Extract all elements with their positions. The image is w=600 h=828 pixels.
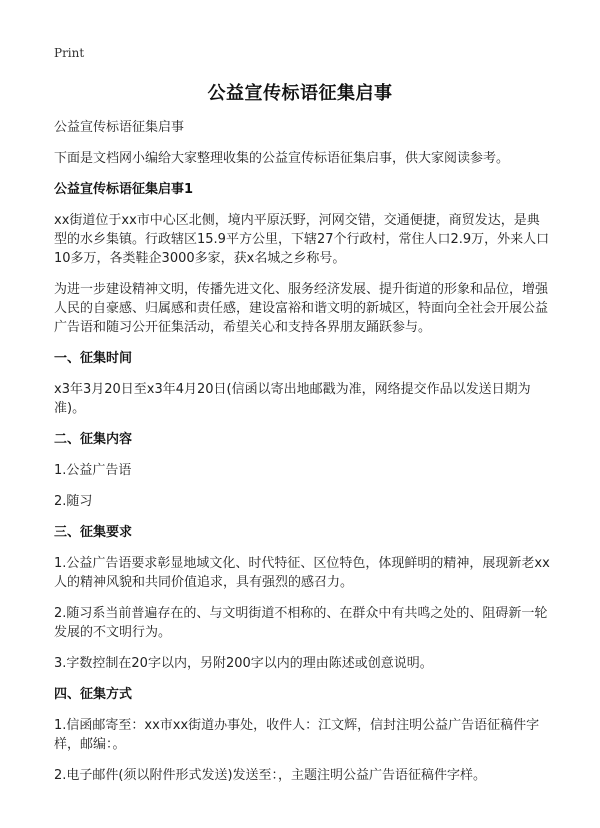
content-item: 1.公益广告语 bbox=[54, 463, 132, 478]
print-label: Print bbox=[54, 46, 85, 60]
intro-label: 公益宣传标语征集启事 bbox=[54, 120, 185, 135]
heading-method: 四、征集方式 bbox=[54, 687, 133, 702]
time-text: x3年3月20日至x3年4月20日(信函以寄出地邮戳为准，网络提交作品以发送日期为准)。 bbox=[54, 382, 531, 416]
document-body bbox=[54, 118, 552, 797]
method-item: 1.信函邮寄至：xx市xx街道办事处，收件人：江文辉，信封注明公益广告语征稿件字样，邮编：。 bbox=[54, 718, 540, 752]
document-title: 公益宣传标语征集启事 bbox=[207, 83, 393, 104]
requirement-item: 2.随习系当前普遍存在的、与文明街道不相称的、在群众中有共鸣之处的、阻碍新一轮发展的不文明行为。 bbox=[54, 606, 548, 640]
intro-paragraph: 下面是文档网小编给大家整理收集的公益宣传标语征集启事，供大家阅读参考。 bbox=[54, 151, 510, 166]
heading-requirements: 三、征集要求 bbox=[54, 525, 133, 540]
heading-content: 二、征集内容 bbox=[54, 432, 133, 447]
requirement-item: 1.公益广告语要求彰显地域文化、时代特征、区位特色，体现鲜明的精神，展现新老xx人的精神风貌和共同价值追求，具有强烈的感召力。 bbox=[54, 556, 550, 590]
method-item: 2.电子邮件(须以附件形式发送)发送至：，主题注明公益广告语征稿件字样。 bbox=[54, 768, 487, 783]
content-item: 2.随习 bbox=[54, 494, 93, 509]
section-title: 公益宣传标语征集启事1 bbox=[54, 182, 194, 197]
heading-time: 一、征集时间 bbox=[54, 351, 133, 366]
paragraph-overview: xx街道位于xx市中心区北侧，境内平原沃野，河网交错，交通便捷，商贸发达，是典型的水乡集镇。行政辖区15.9平方公里，下辖27个行政村，常住人口2.9万，外来人口10多万，各类鞋企3000多家，获x名城之乡称号。 bbox=[54, 213, 550, 266]
paragraph-purpose: 为进一步建设精神文明，传播先进文化、服务经济发展、提升街道的形象和品位，增强人民的自豪感、归属感和责任感，建设富裕和谐文明的新城区，特面向全社会开展公益广告语和随习公开征集活动，希望关心和支持各界朋友踊跃参与。 bbox=[54, 282, 549, 335]
requirement-item: 3.字数控制在20字以内，另附200字以内的理由陈述或创意说明。 bbox=[54, 656, 433, 671]
